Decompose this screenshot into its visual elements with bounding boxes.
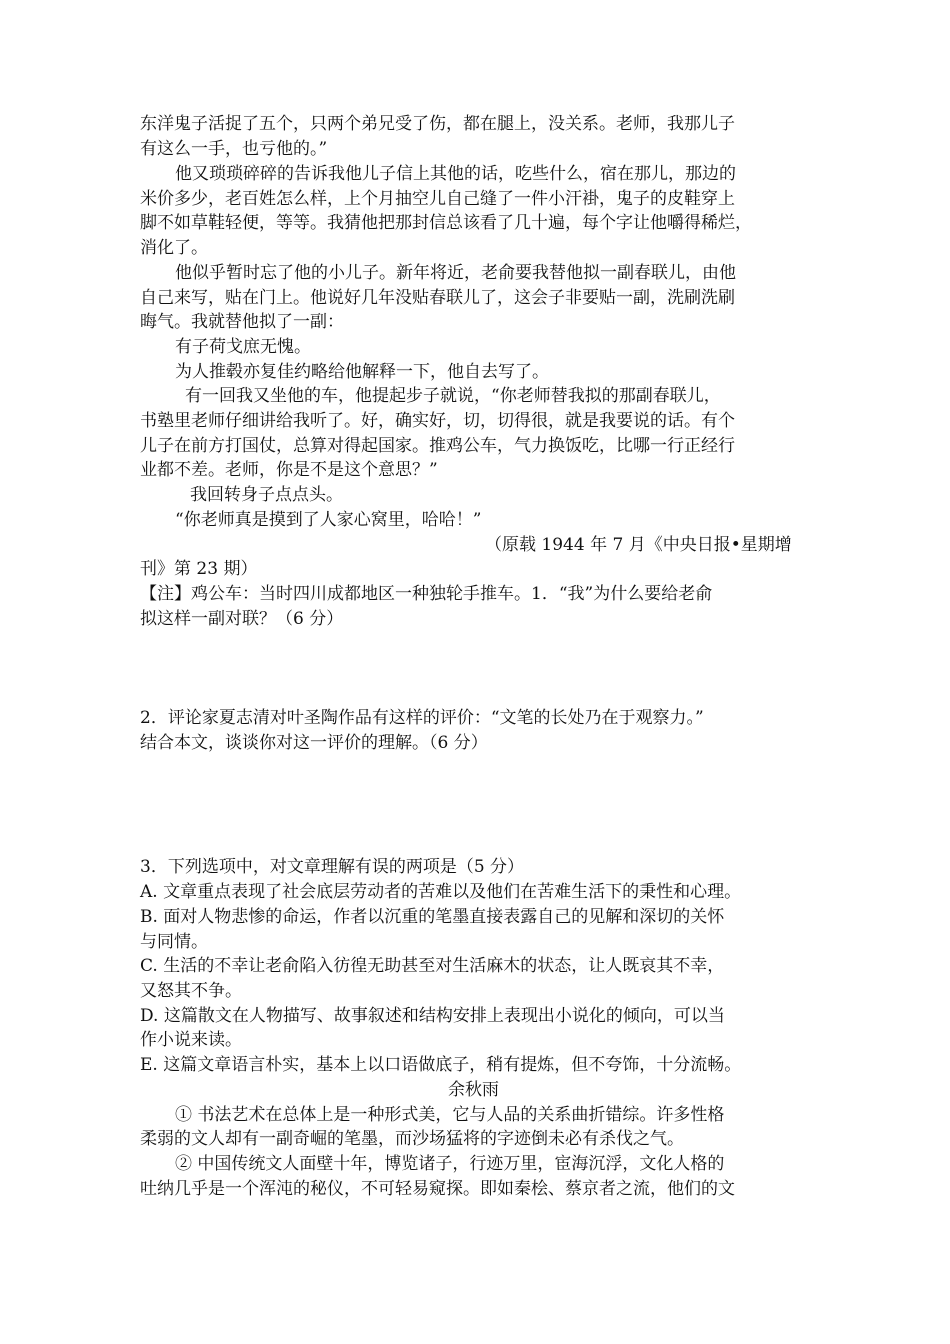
question-3: 3．下列选项中，对文章理解有误的两项是（5 分）	[140, 857, 525, 877]
option-b: 与同情。	[140, 932, 208, 952]
couplet-line: 有子荷戈庶无愧。	[175, 337, 311, 357]
text-line: 自己来写，贴在门上。他说好几年没贴春联儿了，这会子非要贴一副，洗刷洗刷	[140, 288, 735, 308]
text-line: 有一回我又坐他的车，他提起步子就说，“你老师替我拟的那副春联儿，	[185, 386, 721, 406]
option-d: 作小说来读。	[140, 1030, 242, 1050]
question-1: 拟这样一副对联？（6 分）	[140, 609, 344, 629]
couplet-line: 为人推毂亦复佳约略给他解释一下，他自去写了。	[175, 362, 549, 382]
text-line: 吐纳几乎是一个浑沌的秘仪，不可轻易窥探。即如秦桧、蔡京者之流，他们的文	[140, 1179, 735, 1199]
text-line: 脚不如草鞋轻便，等等。我猜他把那封信总该看了几十遍，每个字让他嚼得稀烂，	[140, 213, 752, 233]
annotation-note: 【注】鸡公车：当时四川成都地区一种独轮手推车。1．“我”为什么要给老俞	[140, 584, 713, 604]
option-e: E. 这篇文章语言朴实，基本上以口语做底子，稍有提炼，但不夸饰，十分流畅。	[140, 1055, 742, 1075]
text-line: 晦气。我就替他拟了一副：	[140, 312, 344, 332]
text-line: 有这么一手，也亏他的。”	[140, 139, 328, 159]
text-line: 消化了。	[140, 238, 208, 258]
option-a: A. 文章重点表现了社会底层劳动者的苦难以及他们在苦难生活下的秉性和心理。	[140, 882, 742, 902]
question-2: 结合本文，谈谈你对这一评价的理解。（6 分）	[140, 733, 488, 753]
text-line: 我回转身子点点头。	[190, 485, 343, 505]
option-c: 又怒其不争。	[140, 981, 242, 1001]
author-name: 余秋雨	[448, 1080, 499, 1100]
text-line: ② 中国传统文人面壁十年，博览诸子，行迹万里，宦海沉浮，文化人格的	[175, 1154, 725, 1174]
text-line: 书塾里老师仔细讲给我听了。好，确实好，切，切得很，就是我要说的话。有个	[140, 411, 735, 431]
text-line: “你老师真是摸到了人家心窝里，哈哈！”	[175, 510, 482, 530]
text-line: ① 书法艺术在总体上是一种形式美，它与人品的关系曲折错综。许多性格	[175, 1105, 725, 1125]
text-line: 他似乎暂时忘了他的小儿子。新年将近，老俞要我替他拟一副春联儿，由他	[175, 263, 736, 283]
text-line: 东洋鬼子活捉了五个，只两个弟兄受了伤，都在腿上，没关系。老师，我那儿子	[140, 114, 735, 134]
text-line: 柔弱的文人却有一副奇崛的笔墨，而沙场猛将的字迹倒未必有杀伐之气。	[140, 1129, 684, 1149]
option-d: D. 这篇散文在人物描写、故事叙述和结构安排上表现出小说化的倾向，可以当	[140, 1006, 725, 1026]
text-line: 米价多少，老百姓怎么样，上个月抽空儿自己缝了一件小汗褂，鬼子的皮鞋穿上	[140, 189, 735, 209]
option-c: C. 生活的不幸让老俞陷入彷徨无助甚至对生活麻木的状态，让人既哀其不幸，	[140, 956, 725, 976]
text-line: 业都不差。老师，你是不是这个意思？”	[140, 460, 438, 480]
option-b: B. 面对人物悲惨的命运，作者以沉重的笔墨直接表露自己的见解和深切的关怀	[140, 907, 725, 927]
text-line: 他又琐琐碎碎的告诉我他儿子信上其他的话，吃些什么，宿在那儿，那边的	[175, 164, 736, 184]
text-line: 儿子在前方打国仗，总算对得起国家。推鸡公车，气力换饭吃，比哪一行正经行	[140, 436, 735, 456]
source-note: （原载 1944 年 7 月《中央日报•星期增	[485, 535, 792, 555]
question-2: 2．评论家夏志清对叶圣陶作品有这样的评价：“文笔的长处乃在于观察力。”	[140, 708, 704, 728]
source-note: 刊》第 23 期）	[140, 559, 258, 579]
